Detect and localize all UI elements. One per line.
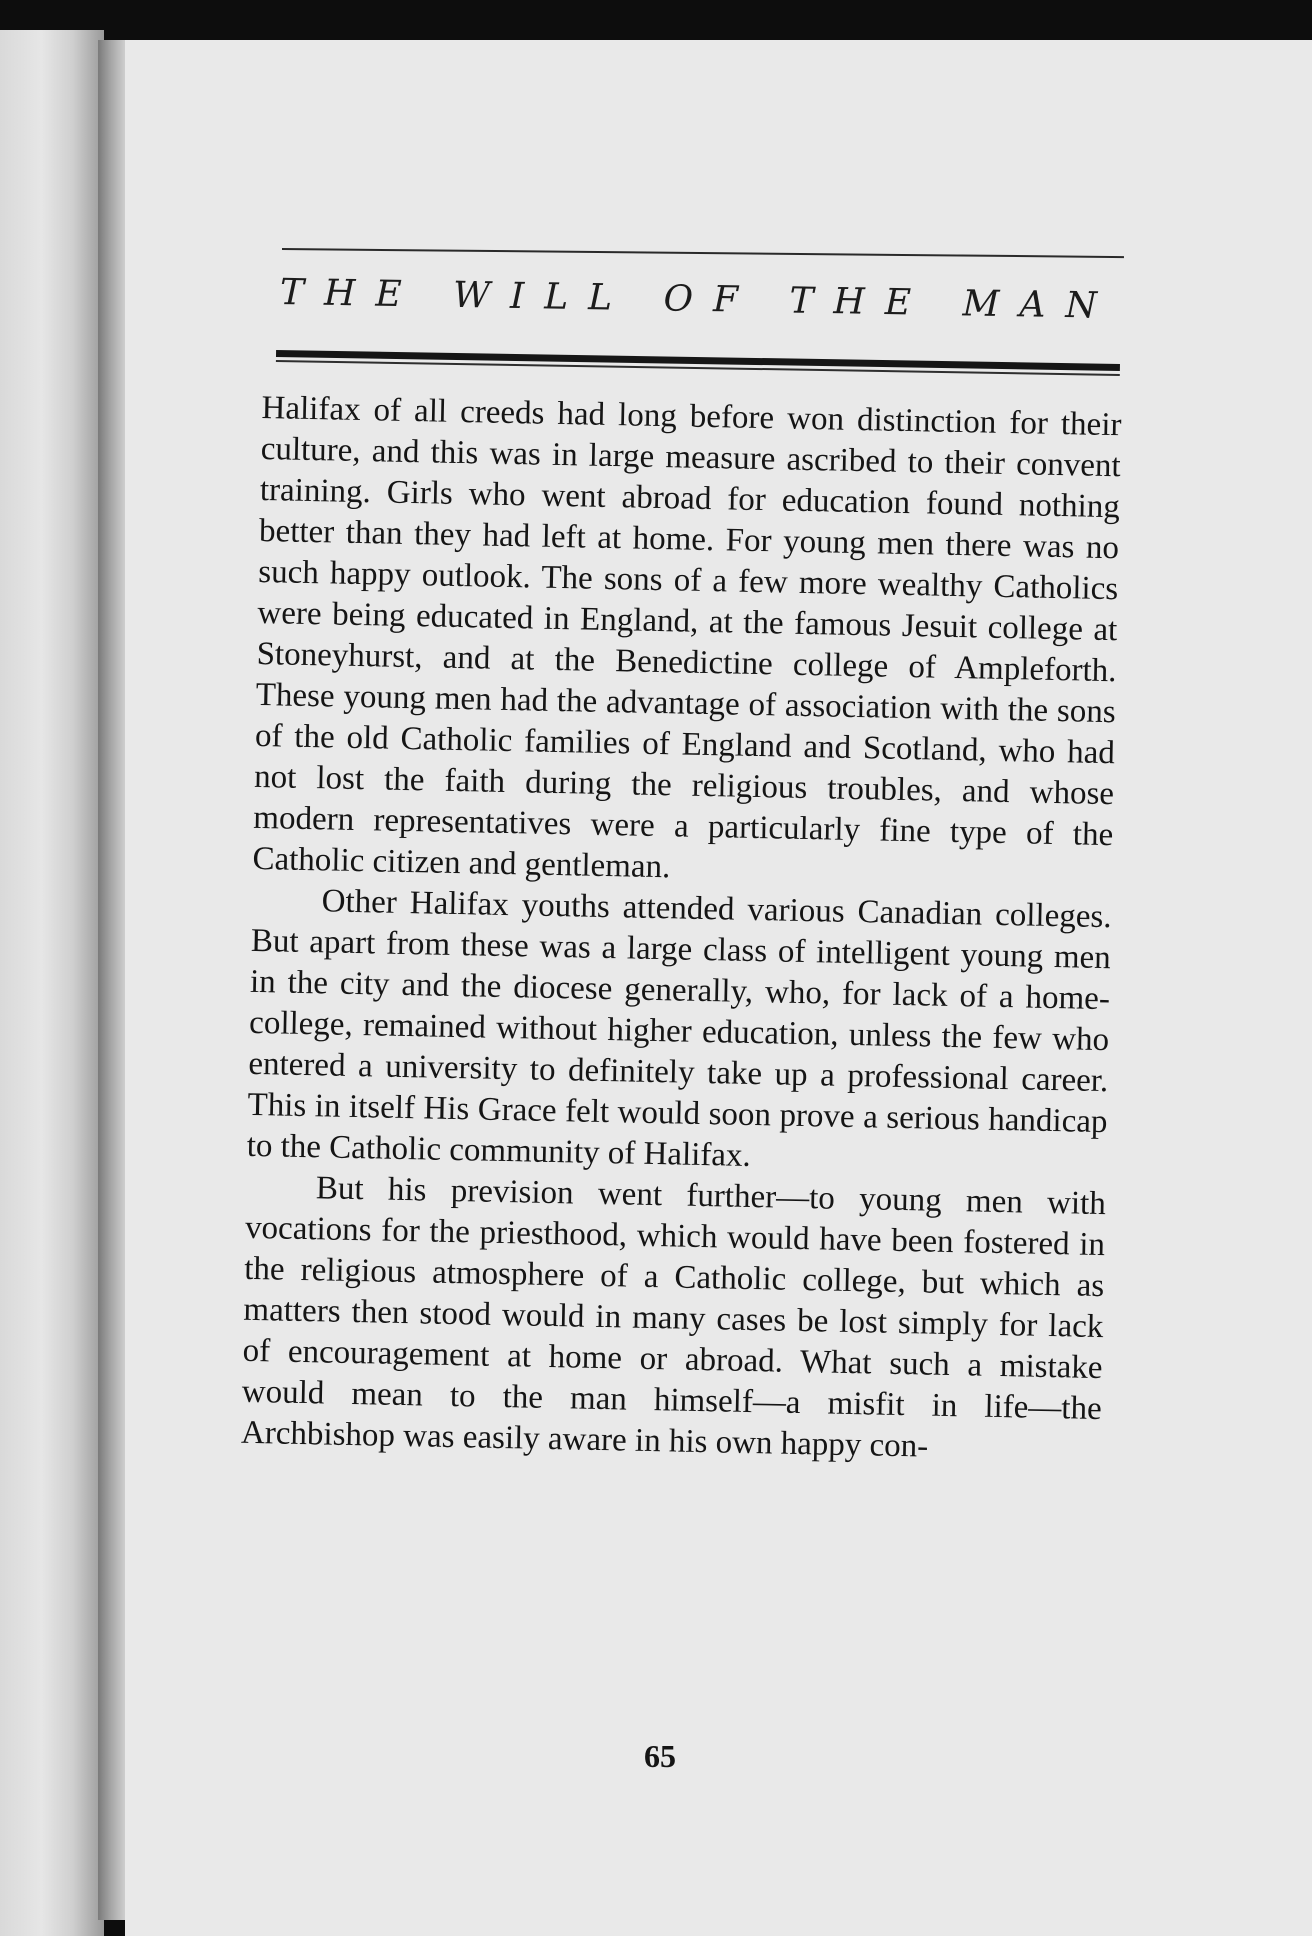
paragraph-3: But his prevision went further—to young men with vocations for the priesthood, which would have been fostered in the religious atmosphere of a Catholic college, but which as matters then stood would in many cases be lost simply for lack of encouragement at home or abroad. What such a mistake would mean to the man himself—a misfit in life—the Archbishop was easily aware in his own happy con- (240, 1170, 1107, 1465)
running-head: THE WILL OF THE MAN (279, 272, 1118, 327)
page-number: 65 (644, 1738, 676, 1774)
body-text (241, 388, 1122, 1471)
facing-page-edge (0, 30, 104, 1936)
paragraph-1: Halifax of all creeds had long before won distinction for their culture, and this was in large measure ascribed to their convent training. Girls who went abroad for education found nothing better than they had left at home. For young men there was no such happy outlook. The sons of a few more wealthy Catholics were being educated in England, at the famous Jesuit college at Stoneyhurst, and at the Benedictine college of Ampleforth. These young men had the advantage of association with the sons of the old Catholic families of England and Scotland, who had not lost the faith during the religious troubles, and whose modern representatives were a particularly fine type of the Catholic citizen and gentleman. (252, 389, 1122, 886)
paragraph-2: Other Halifax youths attended various Canadian colleges. But apart from these was a large class of intelligent young men in the city and the diocese generally, who, for lack of a home-college, remained without higher education, unless the few who entered a university to definitely take up a professional career. This in itself His Grace felt would soon prove a serious handicap to the Catholic community of Halifax. (246, 883, 1112, 1174)
